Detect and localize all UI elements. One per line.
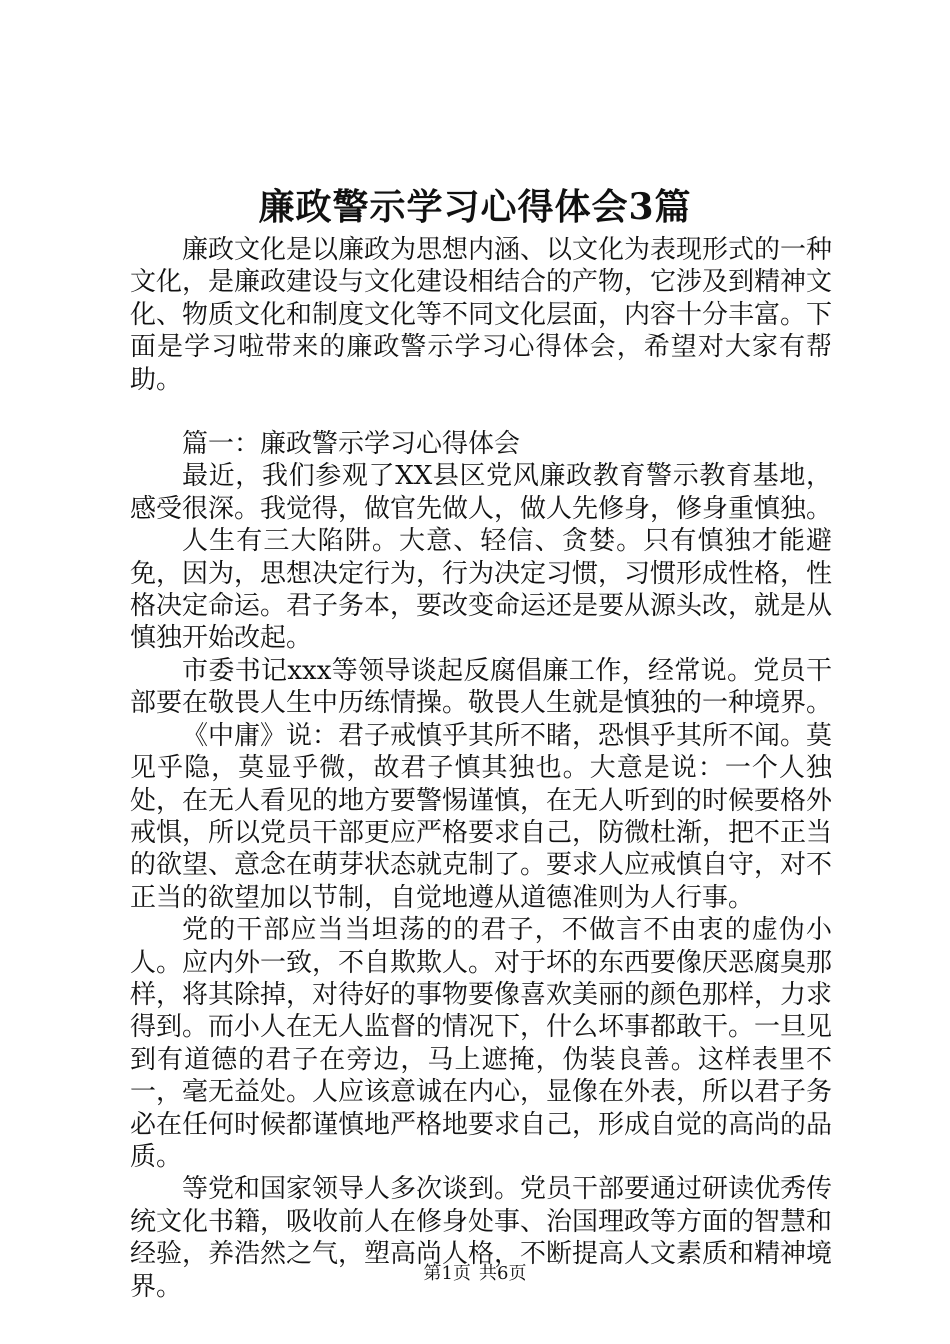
page-footer (0, 1262, 950, 1286)
document-title: 廉政警示学习心得体会3篇 (258, 186, 692, 228)
document-body (130, 234, 832, 1303)
body-paragraph: 《中庸》说：君子戒慎乎其所不睹，恐惧乎其所不闻。莫见乎隐，莫显乎微，故君子慎其独也。大意是说：一个人独处，在无人看见的地方要警惕谨慎，在无人听到的时候要格外戒惧，所以党员干部更应严格要求自己，防微杜渐，把不正当的欲望、意念在萌芽状态就克制了。要求人应戒慎自守，对不正当的欲望加以节制，自觉地遵从道德准则为人行事。 (130, 720, 833, 913)
body-paragraph: 党的干部应当当坦荡的的君子，不做言不由衷的虚伪小人。应内外一致，不自欺欺人。对于坏的东西要像厌恶腐臭那样，将其除掉，对待好的事物要像喜欢美丽的颜色那样，力求得到。而小人在无人监督的情况下，什么坏事都敢干。一旦见到有道德的君子在旁边，马上遮掩，伪装良善。这样表里不一，毫无益处。人应该意诚在内心，显像在外表，所以君子务必在任何时候都谨慎地严格地要求自己，形成自觉的高尚的品质。 (130, 915, 833, 1172)
body-paragraph: 等党和国家领导人多次谈到。党员干部要通过研读优秀传统文化书籍，吸收前人在修身处事、治国理政等方面的智慧和经验，养浩然之气，塑高尚人格，不断提高人文素质和精神境界。 (130, 1174, 833, 1302)
section-heading: 篇一：廉政警示学习心得体会 (182, 429, 521, 460)
body-paragraph: 最近，我们参观了XX县区党风廉政教育警示教育基地，感受很深。我觉得，做官先做人，做人先修身，修身重慎独。 (130, 461, 833, 524)
intro-paragraph: 廉政文化是以廉政为思想内涵、以文化为表现形式的一种文化，是廉政建设与文化建设相结合的产物，它涉及到精神文化、物质文化和制度文化等不同文化层面，内容十分丰富。下面是学习啦带来的廉政警示学习心得体会，希望对大家有帮助。 (130, 235, 833, 395)
page-total: 共6页 (479, 1263, 527, 1284)
page-number: 第1页 (423, 1263, 471, 1284)
body-paragraph: 市委书记xxx等领导谈起反腐倡廉工作，经常说。党员干部要在敬畏人生中历练情操。敬畏人生就是慎独的一种境界。 (130, 655, 833, 719)
body-paragraph: 人生有三大陷阱。大意、轻信、贪婪。只有慎独才能避免，因为，思想决定行为，行为决定习惯，习惯形成性格，性格决定命运。君子务本，要改变命运还是要从源头改，就是从慎独开始改起。 (130, 526, 833, 654)
